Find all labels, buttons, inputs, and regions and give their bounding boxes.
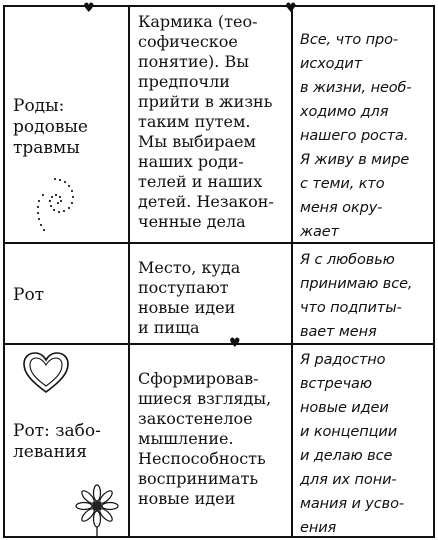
row3-cause: Сформировав- шиеся взгляды, закостенелое мышление. Неспособность воспринимать новые идеи (138, 369, 272, 508)
daisy-flower-icon (73, 483, 121, 537)
row3-topic: Рот: забо- левания (13, 421, 101, 462)
heart-bullet-icon: ♥ (83, 1, 95, 16)
spiral-dots-icon (27, 173, 83, 237)
row1-topic: Роды: родовые травмы (13, 96, 88, 158)
heart-bullet-icon: ♥ (285, 1, 297, 16)
heart-outline-icon (21, 350, 71, 396)
row3-affirmation: Я радостно встречаю новые идеи и концепции и делаю все для их пони- мания и усво- ения (300, 352, 404, 536)
row2-cause: Место, куда поступают новые идеи и пища (138, 258, 241, 337)
heart-bullet-icon: ♥ (229, 336, 241, 351)
row2-affirmation: Я с любовью принимаю все, что подпиты- вает меня (300, 252, 413, 340)
affirmations-table (3, 1, 435, 538)
column-divider-2 (291, 5, 293, 538)
row1-affirmation: Все, что про- исходит в жизни, необ- ходимо для нашего роста. Я живу в мире с теми, кто меня окру- жает (300, 32, 412, 240)
row1-cause: Кармика (тео- софическое понятие). Вы предпочли прийти в жизнь таким путем. Мы выбираем наших роди- телей и наших детей. Незакон- ченные дела (138, 12, 274, 231)
column-divider-1 (128, 5, 130, 538)
row2-topic: Рот (13, 285, 45, 305)
